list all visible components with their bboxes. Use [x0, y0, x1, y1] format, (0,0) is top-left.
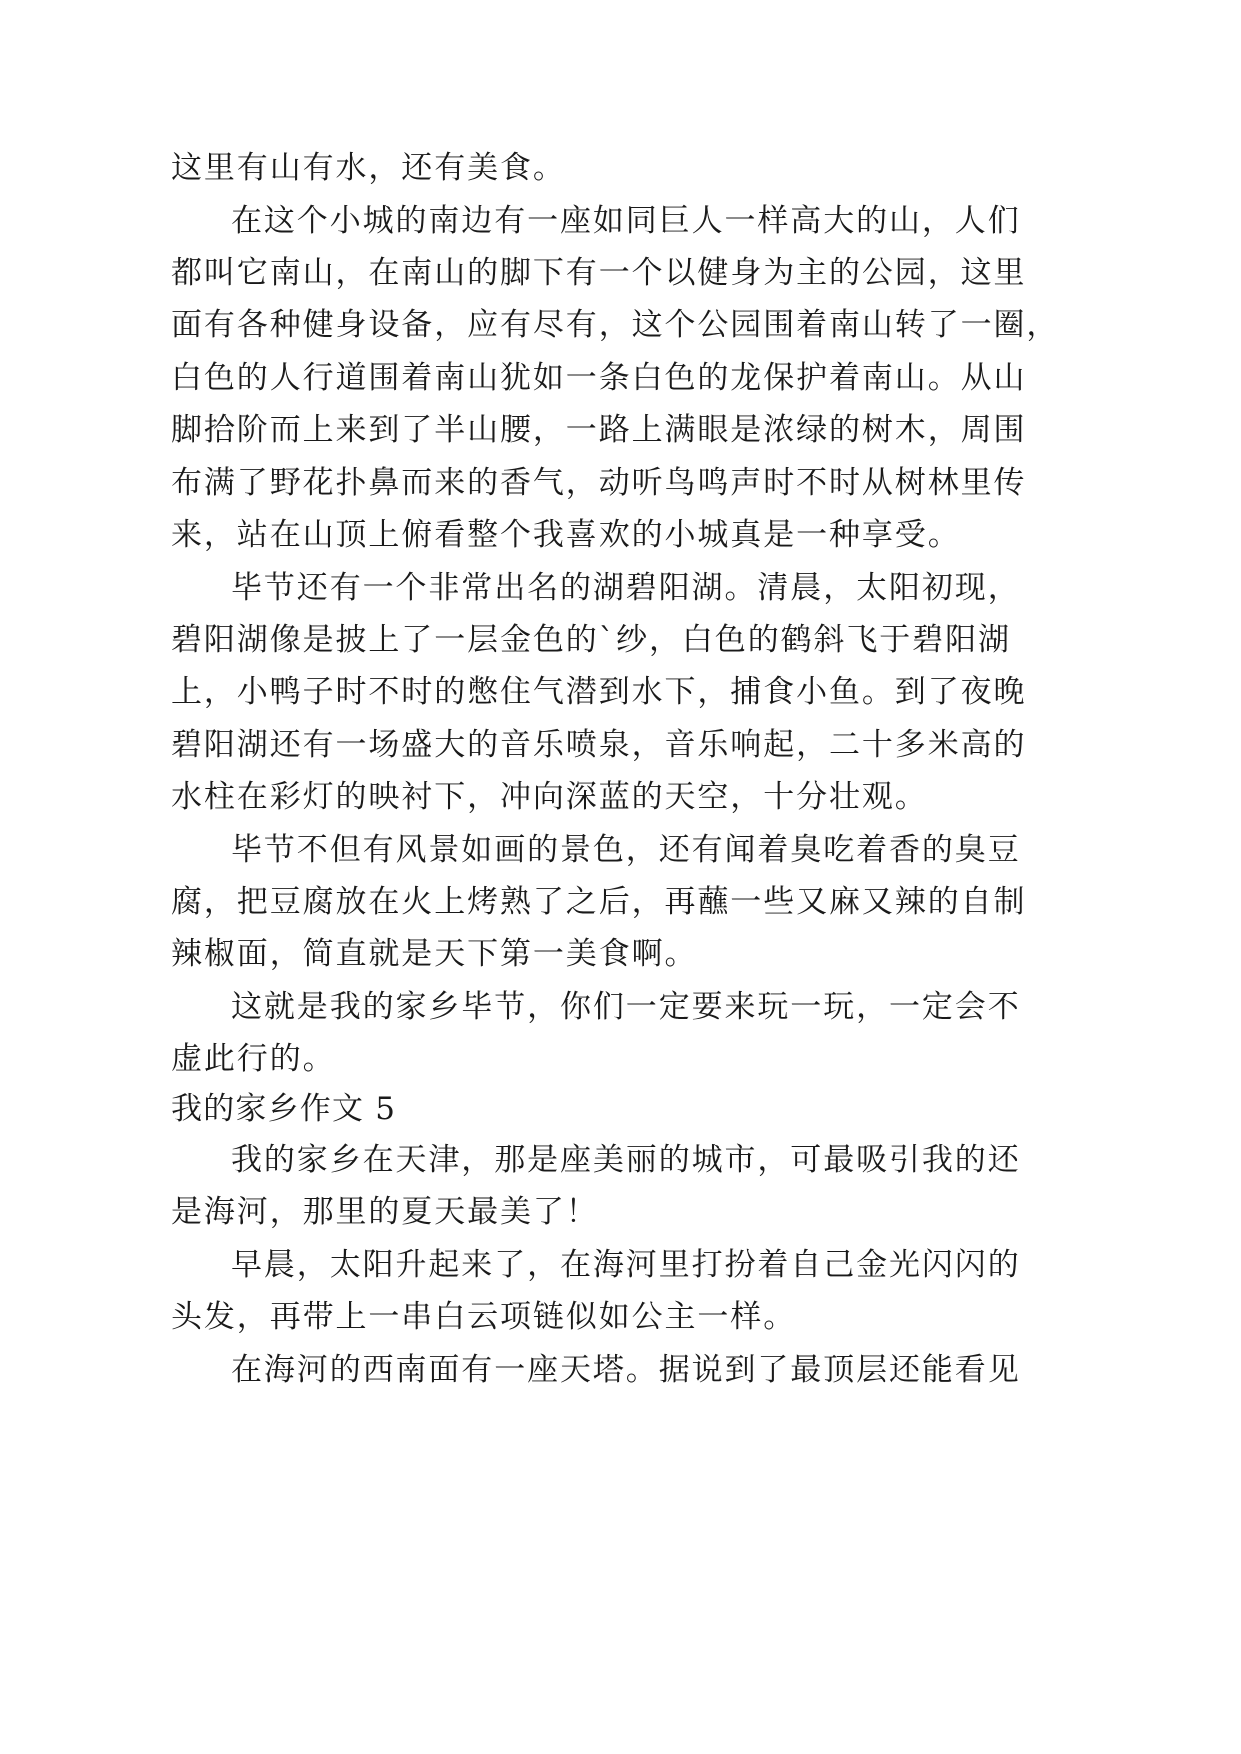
text-line: 布满了野花扑鼻而来的香气，动听鸟鸣声时不时从树林里传	[171, 465, 1027, 501]
section-heading: 我的家乡作文 5	[171, 1091, 397, 1127]
text-line: 白色的人行道围着南山犹如一条白色的龙保护着南山。从山	[171, 360, 1027, 396]
paragraph-first-line: 早晨，太阳升起来了，在海河里打扮着自己金光闪闪的	[231, 1247, 1021, 1283]
text-line: 来，站在山顶上俯看整个我喜欢的小城真是一种享受。	[171, 517, 961, 553]
text-line: 辣椒面，简直就是天下第一美食啊。	[171, 936, 698, 972]
paragraph-first-line: 这就是我的家乡毕节，你们一定要来玩一玩，一定会不	[231, 989, 1021, 1025]
text-line: 碧阳湖像是披上了一层金色的`纱，白色的鹤斜飞于碧阳湖	[171, 622, 1011, 658]
paragraph-first-line: 在这个小城的南边有一座如同巨人一样高大的山，人们	[231, 203, 1021, 239]
text-line: 都叫它南山，在南山的脚下有一个以健身为主的公园，这里	[171, 255, 1027, 291]
text-line: 是海河，那里的夏天最美了！	[171, 1194, 599, 1230]
text-line: 腐，把豆腐放在火上烤熟了之后，再蘸一些又麻又辣的自制	[171, 884, 1027, 920]
text-line: 上，小鸭子时不时的憋住气潜到水下，捕食小鱼。到了夜晚	[171, 674, 1027, 710]
paragraph-first-line: 在海河的西南面有一座天塔。据说到了最顶层还能看见	[231, 1352, 1021, 1388]
text-line: 脚拾阶而上来到了半山腰，一路上满眼是浓绿的树木，周围	[171, 412, 1027, 448]
text-line: 碧阳湖还有一场盛大的音乐喷泉，音乐响起，二十多米高的	[171, 727, 1027, 763]
paragraph-first-line: 毕节还有一个非常出名的湖碧阳湖。清晨，太阳初现，	[231, 570, 1021, 606]
paragraph-first-line: 毕节不但有风景如画的景色，还有闻着臭吃着香的臭豆	[231, 832, 1021, 868]
text-line: 头发，再带上一串白云项链似如公主一样。	[171, 1299, 797, 1335]
text-line: 这里有山有水，还有美食。	[171, 150, 566, 186]
paragraph-first-line: 我的家乡在天津，那是座美丽的城市，可最吸引我的还	[231, 1142, 1021, 1178]
text-line: 面有各种健身设备，应有尽有，这个公园围着南山转了一圈，	[171, 307, 1060, 343]
text-line: 虚此行的。	[171, 1041, 336, 1077]
text-line: 水柱在彩灯的映衬下，冲向深蓝的天空，十分壮观。	[171, 779, 928, 815]
